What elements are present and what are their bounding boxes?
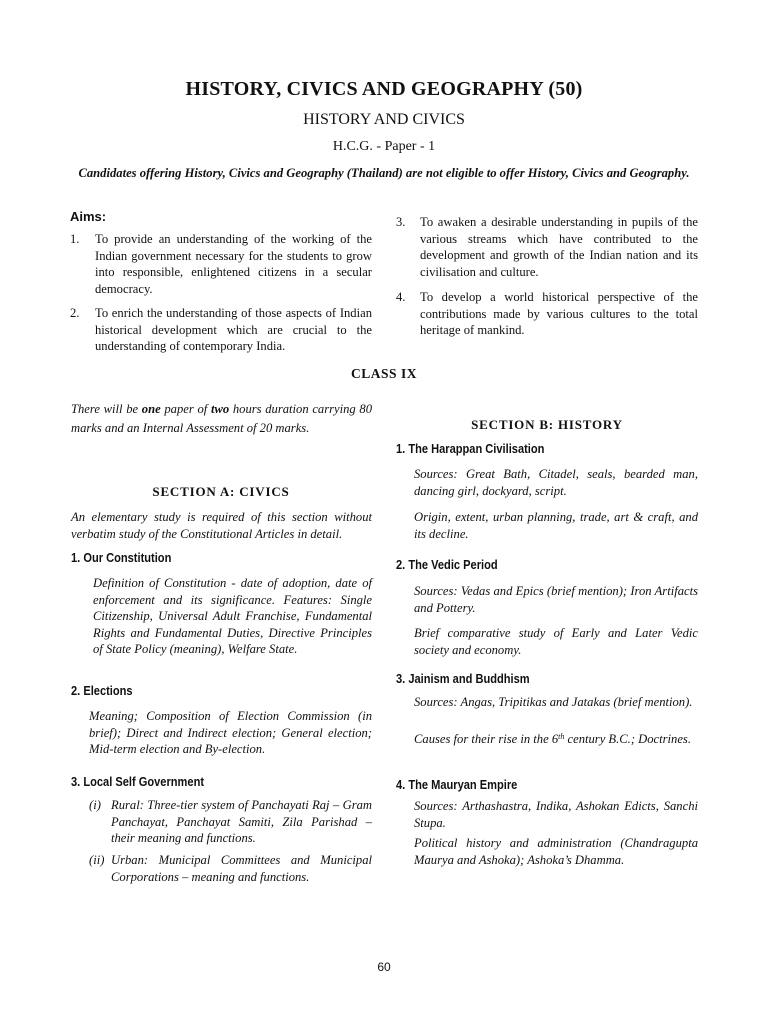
subitem-text: Urban: Municipal Committees and Municipal Corporations – meaning and functions. (111, 853, 372, 884)
aims-heading: Aims: (70, 209, 107, 224)
topic-title: 2. The Vedic Period (396, 558, 498, 572)
eligibility-notice: Candidates offering History, Civics and Geography (Thailand) are not eligible to offer History, Civics and Geography. (78, 166, 690, 180)
topic-body: Sources: Great Bath, Citadel, seals, bearded man, dancing girl, dockyard, script. (414, 467, 698, 498)
topic-title: 3. Local Self Government (71, 775, 205, 789)
intro-paragraph (71, 400, 372, 438)
topic-title: 1. Our Constitution (71, 551, 172, 565)
intro-text: There will be (71, 402, 142, 416)
aim-item-1 (70, 231, 372, 297)
section-b-heading: SECTION B: HISTORY (471, 417, 623, 432)
aim-number: 2. (70, 306, 80, 320)
aim-number: 4. (396, 290, 406, 304)
subitem-number: (ii) (89, 853, 105, 867)
aim-text: To awaken a desirable understanding in pupils of the various streams which have contributed to the development and growth of the Indian nation and its civilisation and culture. (420, 215, 698, 279)
page-number: 60 (377, 960, 391, 974)
intro-bold-one: one (141, 402, 161, 416)
intro-text: paper of (160, 402, 211, 416)
aim-text: To provide an understanding of the working of the Indian government necessary for the students to grow into responsible, enlightened citizens in a secular democracy. (95, 232, 372, 296)
subitem-number: (i) (89, 798, 101, 812)
aim-number: 3. (396, 215, 406, 229)
list-item (89, 852, 372, 885)
list-item (89, 797, 372, 847)
topic-title: 4. The Mauryan Empire (396, 778, 518, 792)
topic-body: Definition of Constitution - date of adoption, date of enforcement and its significance. Features: Single Citizenship, Universal Adult Franchise, Fundamental Rights and Fundamental Duties, Directive Principles of State Policy (meaning), Welfare State. (93, 576, 372, 657)
aim-item-2 (70, 305, 372, 355)
topic-body (414, 731, 698, 748)
topic-body: Sources: Arthashastra, Indika, Ashokan Edicts, Sanchi Stupa. (414, 799, 698, 830)
class-heading: CLASS IX (351, 366, 417, 381)
page-title: HISTORY, CIVICS AND GEOGRAPHY (50) (185, 78, 583, 100)
topic-text: Causes for their rise in the 6 (414, 732, 559, 746)
topic-text: century B.C.; Doctrines. (564, 732, 691, 746)
aim-item-4 (396, 289, 698, 339)
page-subtitle: HISTORY AND CIVICS (303, 111, 465, 128)
subitem-text: Rural: Three-tier system of Panchayati Raj – Gram Panchayat, Panchayat Samiti, Zila Parishad – their meaning and functions. (111, 798, 372, 846)
topic-title: 3. Jainism and Buddhism (396, 672, 530, 686)
paper-label: H.C.G. - Paper - 1 (332, 139, 436, 154)
superscript: th (558, 732, 565, 741)
aim-text: To develop a world historical perspective of the contributions made by various cultures to the total heritage of mankind. (420, 290, 698, 338)
topic-body: Sources: Angas, Tripitikas and Jatakas (brief mention). (414, 695, 693, 709)
topic-body: Brief comparative study of Early and Later Vedic society and economy. (414, 626, 698, 657)
topic-body: Meaning; Composition of Election Commission (in brief); Direct and Indirect election; General election; Mid-term election and By-election. (89, 709, 372, 757)
topic-body: Sources: Vedas and Epics (brief mention); Iron Artifacts and Pottery. (414, 584, 698, 615)
section-a-note: An elementary study is required of this section without verbatim study of the Constitutional Articles in detail. (71, 510, 372, 541)
topic-body: Political history and administration (Chandragupta Maurya and Ashoka); Ashoka’s Dhamma. (414, 836, 698, 867)
intro-text: hours duration carrying 80 marks and an Internal Assessment of 20 marks. (71, 402, 372, 435)
topic-title: 1. The Harappan Civilisation (396, 442, 545, 456)
topic-title: 2. Elections (71, 684, 133, 698)
intro-bold-two: two (210, 402, 230, 416)
aim-text: To enrich the understanding of those aspects of Indian historical development which are crucial to the understanding of contemporary India. (95, 306, 372, 354)
aim-number: 1. (70, 232, 80, 246)
aim-item-3 (396, 214, 698, 280)
section-a-heading: SECTION A: CIVICS (152, 484, 290, 499)
topic-body: Origin, extent, urban planning, trade, art & craft, and its decline. (414, 510, 698, 541)
